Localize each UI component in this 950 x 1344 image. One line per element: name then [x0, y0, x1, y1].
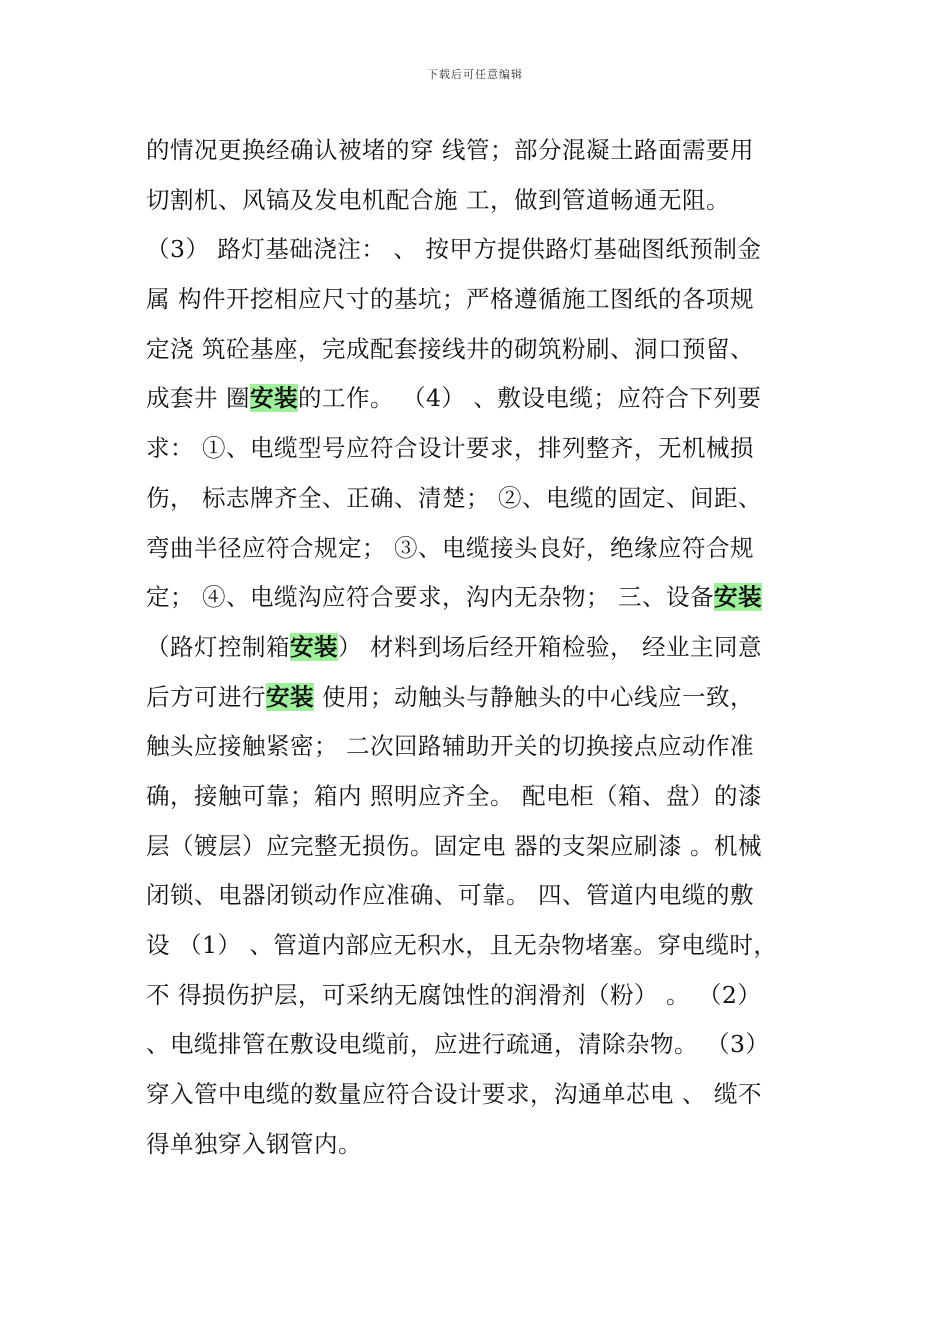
text-line [146, 822, 826, 872]
text-line [146, 176, 826, 226]
text-line [146, 424, 826, 474]
text-segment: 得单独穿入钢管内。 [146, 1129, 362, 1158]
highlighted-term: 安装 [266, 682, 314, 711]
text-line [146, 971, 826, 1021]
text-segment: 的工作。 （4） 、敷设电缆；应符合下列要 [297, 384, 762, 413]
text-segment: 闭锁、电器闭锁动作应准确、可靠。 四、管道内电缆的敷 [146, 881, 754, 910]
text-segment: （路灯控制箱 [146, 632, 290, 661]
text-line [146, 772, 826, 822]
body-text [146, 126, 826, 1169]
text-line [146, 1020, 826, 1070]
text-segment: 伤， 标志牌齐全、正确、清楚； ②、电缆的固定、间距、 [146, 483, 762, 512]
page-header: 下载后可任意编辑 [427, 68, 523, 81]
text-segment: 成套井 圈 [146, 384, 250, 413]
text-segment: 穿入管中电缆的数量应符合设计要求，沟通单芯电 、 缆不 [146, 1080, 762, 1109]
highlighted-term: 安装 [713, 583, 762, 612]
text-line [146, 374, 826, 424]
text-line [146, 126, 826, 176]
text-line [146, 275, 826, 325]
text-line [146, 1120, 826, 1170]
text-line [146, 474, 826, 524]
text-segment: （3） 路灯基础浇注： 、 按甲方提供路灯基础图纸预制金 [146, 235, 762, 264]
text-segment: 不 得损伤护层，可采纳无腐蚀性的润滑剂（粉） 。 （2） [146, 980, 762, 1009]
text-segment: 属 构件开挖相应尺寸的基坑；严格遵循施工图纸的各项规 [146, 285, 754, 314]
text-segment: 触头应接触紧密； 二次回路辅助开关的切换接点应动作准 [146, 732, 754, 761]
text-line [146, 722, 826, 772]
text-line [146, 325, 826, 375]
text-segment: 定浇 筑砼基座，完成配套接线井的砌筑粉刷、洞口预留、 [146, 334, 754, 363]
text-segment: 、电缆排管在敷设电缆前，应进行疏通，清除杂物。 （3） [146, 1030, 770, 1059]
text-line [146, 623, 826, 673]
text-segment: 切割机、风镐及发电机配合施 工，做到管道畅通无阻。 [146, 185, 730, 214]
text-segment: 使用；动触头与静触头的中心线应一致， [314, 682, 754, 711]
text-segment: 定； ④、电缆沟应符合要求，沟内无杂物； 三、设备 [146, 583, 714, 612]
text-line [146, 225, 826, 275]
text-segment: ） 材料到场后经开箱检验， 经业主同意 [338, 632, 762, 661]
text-segment: 弯曲半径应符合规定； ③、电缆接头良好，绝缘应符合规 [146, 533, 754, 562]
text-line [146, 573, 826, 623]
highlighted-term: 安装 [249, 384, 298, 413]
text-segment: 的情况更换经确认被堵的穿 线管；部分混凝土路面需要用 [146, 136, 754, 164]
text-segment: 后方可进行 [146, 682, 266, 711]
text-line [146, 673, 826, 723]
text-segment: 层（镀层）应完整无损伤。固定电 器的支架应刷漆 。机械 [146, 831, 762, 860]
text-segment: 求： ①、电缆型号应符合设计要求，排列整齐，无机械损 [146, 434, 754, 463]
text-segment: 设 （1） 、管道内部应无积水，且无杂物堵塞。穿电缆时， [146, 931, 778, 959]
text-line [146, 524, 826, 574]
text-segment: 确，接触可靠；箱内 照明应齐全。 配电柜（箱、盘）的漆 [146, 781, 762, 810]
text-line [146, 1070, 826, 1120]
highlighted-term: 安装 [290, 632, 338, 661]
text-line [146, 871, 826, 921]
text-line [146, 921, 826, 971]
